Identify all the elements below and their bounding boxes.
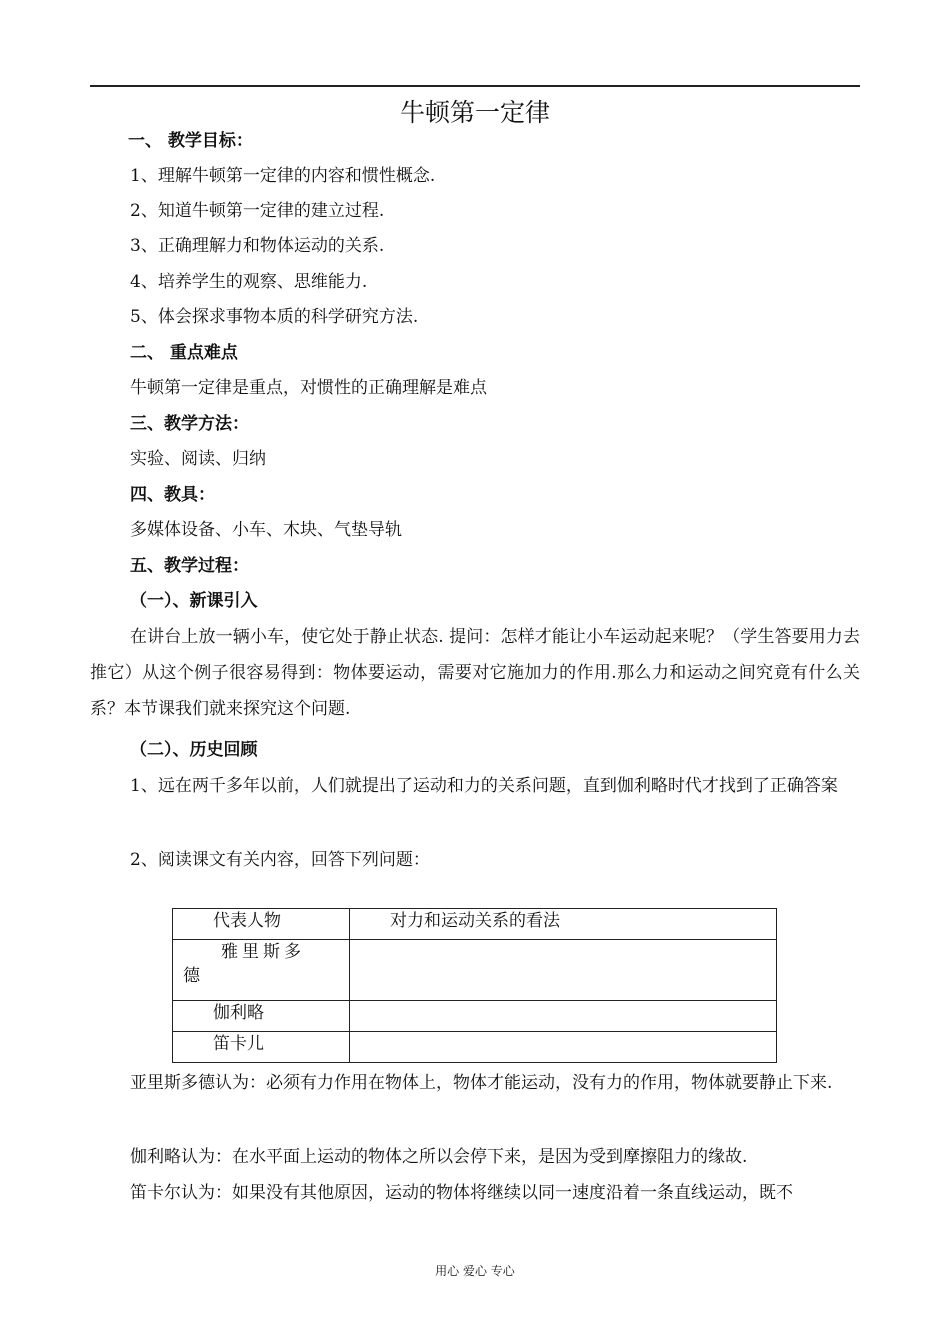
intro-paragraph: 在讲台上放一辆小车，使它处于静止状态. 提问：怎样才能让小车运动起来呢？（学生答要用力去推它）从这个例子很容易得到：物体要运动，需要对它施加力的作用.那么力和运动之间究竟有什么关系？本节课我们就来探究这个问题. <box>90 627 860 719</box>
table-row <box>173 940 777 1001</box>
history-paragraph-1: 1、远在两千多年以前，人们就提出了运动和力的关系问题，直到伽利略时代才找到了正确答案 <box>130 776 838 796</box>
section-2-heading: 二、 重点难点 <box>130 343 238 363</box>
header-view: 对力和运动关系的看法 <box>350 909 777 940</box>
galileo-paragraph: 伽利略认为：在水平面上运动的物体之所以会停下来，是因为受到摩擦阻力的缘故. <box>130 1147 748 1167</box>
page-title: 牛顿第一定律 <box>399 98 550 127</box>
section-3-heading: 三、教学方法： <box>130 414 249 434</box>
table-row <box>173 1001 777 1032</box>
view-cell <box>350 1032 777 1063</box>
page-footer: 用心 爱心 专心 <box>435 1264 515 1278</box>
table-header-row <box>173 909 777 940</box>
section-4-text: 多媒体设备、小车、木块、气垫导轨 <box>130 520 402 540</box>
header-person: 代表人物 <box>173 909 350 940</box>
person-cell: 笛卡儿 <box>173 1032 350 1063</box>
header-rule <box>90 85 860 87</box>
person-name-line-2: 德 <box>183 966 200 986</box>
person-cell: 伽利略 <box>173 1001 350 1032</box>
descartes-paragraph: 笛卡尔认为：如果没有其他原因，运动的物体将继续以同一速度沿着一条直线运动，既不 <box>130 1183 793 1203</box>
aristotle-paragraph: 亚里斯多德认为：必须有力作用在物体上，物体才能运动，没有力的作用，物体就要静止下来. <box>130 1073 833 1093</box>
person-cell <box>173 940 350 1001</box>
view-cell <box>350 940 777 1001</box>
section-4-heading: 四、教具： <box>130 485 215 505</box>
section-3-text: 实验、阅读、归纳 <box>130 449 266 469</box>
views-table <box>172 908 777 1063</box>
subsection-2-heading: （二）、历史回顾 <box>130 740 258 760</box>
section-1-heading: 一、 教学目标： <box>128 131 253 151</box>
goal-item-2: 2、知道牛顿第一定律的建立过程. <box>130 201 385 221</box>
view-cell <box>350 1001 777 1032</box>
subsection-1-heading: （一）、新课引入 <box>130 591 258 611</box>
table-row <box>173 1032 777 1063</box>
history-paragraph-2: 2、阅读课文有关内容，回答下列问题： <box>130 850 430 870</box>
section-2-text: 牛顿第一定律是重点，对惯性的正确理解是难点 <box>130 378 487 398</box>
section-5-heading: 五、教学过程： <box>130 556 249 576</box>
goal-item-3: 3、正确理解力和物体运动的关系. <box>130 236 385 256</box>
goal-item-1: 1、理解牛顿第一定律的内容和惯性概念. <box>130 166 436 186</box>
person-name-line-1: 雅里斯多 <box>221 942 305 962</box>
goal-item-5: 5、体会探求事物本质的科学研究方法. <box>130 307 419 327</box>
goal-item-4: 4、培养学生的观察、思维能力. <box>130 272 368 292</box>
